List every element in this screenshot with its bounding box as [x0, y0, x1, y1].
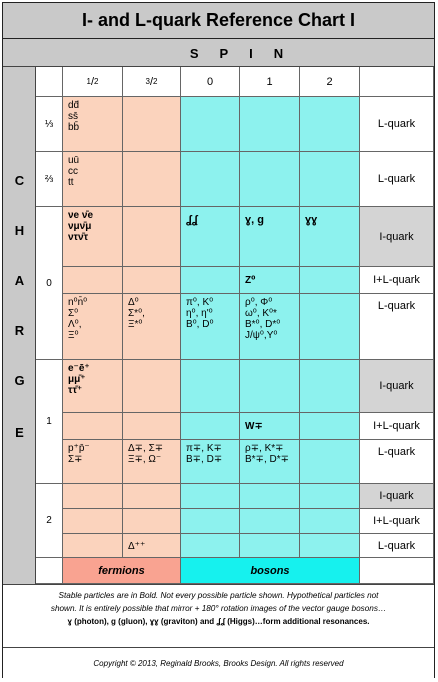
- page-title: I- and L-quark Reference Chart I: [3, 3, 434, 39]
- boson-cell-empty: [300, 534, 360, 558]
- boson-cell-empty: [181, 509, 240, 534]
- particle-cell: Δ⁰ Σ*⁰, Ξ*⁰: [123, 294, 181, 360]
- copyright: Copyright © 2013, Reginald Brooks, Brooks Design. All rights reserved: [3, 647, 434, 678]
- particle-cell-empty: [123, 207, 181, 267]
- quark-type-label: I-quark: [360, 484, 434, 509]
- charge-two-thirds: ⅔: [36, 152, 63, 207]
- boson-cell-empty: [240, 152, 300, 207]
- quark-type-label: L-quark: [360, 534, 434, 558]
- denominator: 2: [94, 77, 99, 86]
- particle-cell-empty: [123, 152, 181, 207]
- boson-cell: π∓, K∓ B∓, D∓: [181, 440, 240, 484]
- bosons-label: bosons: [181, 558, 360, 584]
- boson-cell-empty: [181, 534, 240, 558]
- boson-cell-empty: [181, 152, 240, 207]
- boson-cell-empty: [181, 413, 240, 440]
- particle-cell-empty: [123, 509, 181, 534]
- numerator: 3: [145, 77, 150, 86]
- charge-letter: A: [14, 273, 25, 288]
- quark-type-header: [360, 67, 434, 97]
- quark-type-label: I+L-quark: [360, 267, 434, 294]
- spin-zero-header: 0: [181, 67, 240, 97]
- particle-cell-empty: [63, 413, 123, 440]
- particle-cell: p⁺p̄⁻ Σ∓: [63, 440, 123, 484]
- quark-type-label: L-quark: [360, 97, 434, 152]
- boson-cell: ɣ, g: [240, 207, 300, 267]
- boson-cell-empty: [240, 534, 300, 558]
- boson-cell-empty: [181, 484, 240, 509]
- boson-cell-empty: [300, 509, 360, 534]
- particle-cell-empty: [123, 97, 181, 152]
- quark-type-label: I-quark: [360, 207, 434, 267]
- footnote: [3, 584, 434, 647]
- particle-cell-empty: [63, 484, 123, 509]
- boson-cell-empty: [240, 484, 300, 509]
- boson-cell-empty: [300, 440, 360, 484]
- boson-cell-empty: [300, 267, 360, 294]
- charge-letter: E: [15, 425, 24, 440]
- boson-cell: W∓: [240, 413, 300, 440]
- boson-cell-empty: [181, 360, 240, 413]
- charge-letter: H: [14, 223, 25, 238]
- charge-third: ⅓: [36, 97, 63, 152]
- particle-cell-empty: [123, 360, 181, 413]
- charge-one: 1: [36, 360, 63, 484]
- quark-type-label: I+L-quark: [360, 413, 434, 440]
- particle-cell: dd̄ ss̄ bb̄: [63, 97, 123, 152]
- numerator: 1: [86, 77, 91, 86]
- particle-cell-empty: [63, 509, 123, 534]
- footnote-line: ɣ (photon), g (gluon), ɣɣ (graviton) and ʆʆ (Higgs)…form additional resonances.: [67, 617, 370, 626]
- charge-two: 2: [36, 484, 63, 558]
- boson-cell-empty: [181, 267, 240, 294]
- boson-cell-empty: [300, 360, 360, 413]
- spin-two-header: 2: [300, 67, 360, 97]
- boson-cell: π⁰, K⁰ η⁰, η'⁰ B⁰, D⁰: [181, 294, 240, 360]
- charge-column: [3, 67, 36, 584]
- fermions-label: fermions: [63, 558, 181, 584]
- corner-cell: [36, 67, 63, 97]
- particle-cell-empty: [123, 484, 181, 509]
- quark-type-label: L-quark: [360, 152, 434, 207]
- boson-cell: ɣɣ: [300, 207, 360, 267]
- footnote-line: Stable particles are in Bold. Not every possible particle shown. Hypothetical particles not: [58, 591, 379, 600]
- quark-type-label: I-quark: [360, 360, 434, 413]
- particle-cell-empty: [123, 267, 181, 294]
- particle-cell: e⁻ē⁺ μμ̄⁺ ττ̄⁺: [63, 360, 123, 413]
- boson-cell-empty: [300, 413, 360, 440]
- particle-cell: uū cc tt: [63, 152, 123, 207]
- quark-type-label: L-quark: [360, 440, 434, 484]
- particle-cell: Δ∓, Σ∓ Ξ∓, Ω⁻: [123, 440, 181, 484]
- boson-cell-empty: [300, 484, 360, 509]
- particle-cell-empty: [123, 413, 181, 440]
- boson-cell-empty: [300, 97, 360, 152]
- footnote-line: shown. It is entirely possible that mirror + 180° rotation images of the vector gauge bosons…: [50, 604, 387, 613]
- boson-cell: Z⁰: [240, 267, 300, 294]
- particle-cell-empty: [63, 267, 123, 294]
- charge-zero: 0: [36, 207, 63, 360]
- particle-cell: n⁰n̄⁰ Σ⁰ Λ⁰, Ξ⁰: [63, 294, 123, 360]
- spin-header: SPIN: [189, 45, 305, 61]
- denominator: 2: [153, 77, 158, 86]
- boson-cell-empty: [300, 152, 360, 207]
- boson-cell: ρ∓, K*∓ B*∓, D*∓: [240, 440, 300, 484]
- spin-header-row: [3, 39, 434, 67]
- charge-letter: G: [14, 373, 25, 388]
- charge-letter: C: [14, 173, 25, 188]
- boson-cell-empty: [240, 360, 300, 413]
- spin-half-header: 1 / 2: [63, 67, 123, 97]
- charge-letter: R: [14, 323, 25, 338]
- quark-type-label: L-quark: [360, 294, 434, 360]
- boson-cell-empty: [300, 294, 360, 360]
- boson-cell-empty: [240, 97, 300, 152]
- particle-cell: Δ⁺⁺: [123, 534, 181, 558]
- particle-cell-empty: [63, 534, 123, 558]
- boson-cell: ρ⁰, Φ⁰ ω⁰, K⁰* B*⁰, D*⁰ J/ψ⁰,Υ⁰: [240, 294, 300, 360]
- footer-blank-cell: [360, 558, 434, 584]
- boson-cell-empty: [240, 509, 300, 534]
- quark-type-label: I+L-quark: [360, 509, 434, 534]
- particle-cell: νe ν̄e νμν̄μ ντν̄τ: [63, 207, 123, 267]
- spin-one-header: 1: [240, 67, 300, 97]
- boson-cell: ʆʆ: [181, 207, 240, 267]
- footer-blank-cell: [36, 558, 63, 584]
- boson-cell-empty: [181, 97, 240, 152]
- spin-three-half-header: 3 / 2: [123, 67, 181, 97]
